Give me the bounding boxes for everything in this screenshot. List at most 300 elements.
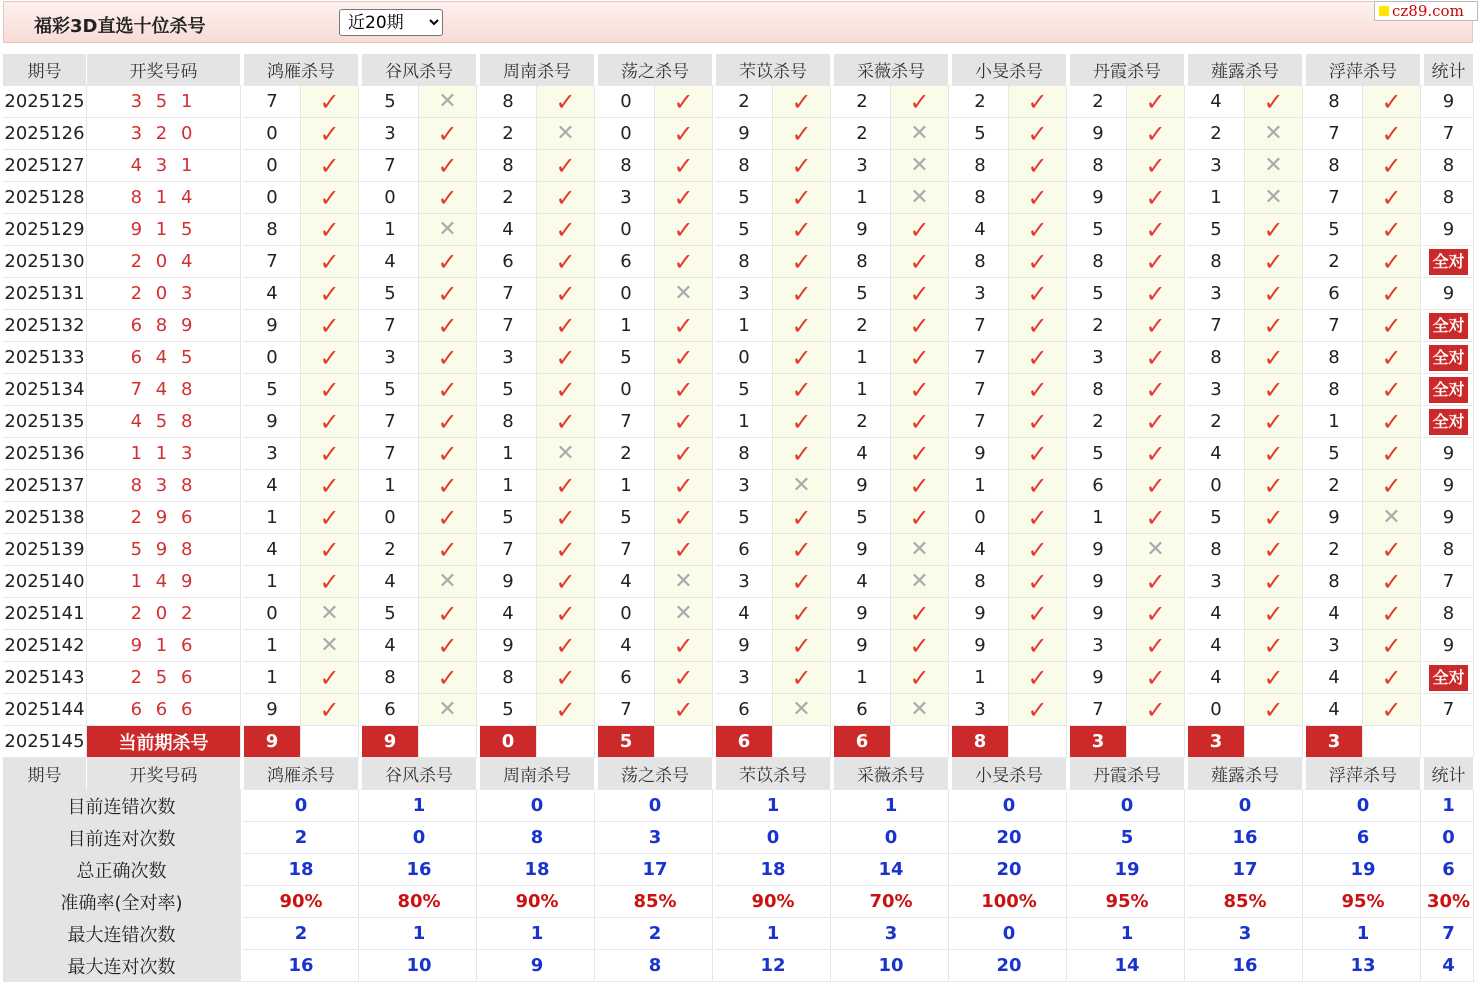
kill-number-cell: 8 <box>595 150 655 182</box>
issue-cell: 2025130 <box>3 246 87 278</box>
period-select[interactable] <box>339 9 443 36</box>
current-kill-number: 9 <box>359 726 419 758</box>
check-icon: ✓ <box>909 503 930 532</box>
current-stat-cell <box>1421 726 1474 758</box>
check-icon: ✓ <box>673 311 694 340</box>
kill-number-cell: 8 <box>1303 86 1363 118</box>
summary-value: 90% <box>713 886 831 918</box>
check-icon: ✓ <box>437 439 458 468</box>
result-mark-cell <box>891 438 949 470</box>
kill-number-cell: 3 <box>713 278 773 310</box>
result-mark-cell <box>891 342 949 374</box>
result-mark-cell <box>1363 182 1421 214</box>
stat-cell <box>1421 246 1474 278</box>
kill-number-cell: 4 <box>949 534 1009 566</box>
summary-value: 3 <box>595 822 713 854</box>
result-mark-cell <box>419 470 477 502</box>
kill-number-cell: 8 <box>1303 566 1363 598</box>
check-icon: ✓ <box>1145 503 1166 532</box>
kill-number-cell: 8 <box>1303 374 1363 406</box>
kill-number-cell: 9 <box>1067 118 1127 150</box>
header-expert: 谷风杀号 <box>359 54 477 86</box>
issue-cell: 2025126 <box>3 118 87 150</box>
win-number-cell: 1 1 3 <box>87 438 241 470</box>
summary-value: 20 <box>949 822 1067 854</box>
check-icon: ✓ <box>791 119 812 148</box>
check-icon: ✓ <box>791 599 812 628</box>
header-expert: 丹霞杀号 <box>1067 54 1185 86</box>
check-icon: ✓ <box>1263 535 1284 564</box>
result-mark-cell <box>1245 438 1303 470</box>
kill-number-cell: 5 <box>359 86 419 118</box>
result-mark-cell <box>301 246 359 278</box>
result-mark-cell <box>773 630 831 662</box>
cross-icon: ✕ <box>438 89 457 114</box>
current-issue-cell: 2025145 <box>3 726 87 758</box>
kill-number-cell: 1 <box>477 438 537 470</box>
cross-icon: ✕ <box>910 185 929 210</box>
table-row <box>3 534 1474 566</box>
kill-number-cell: 7 <box>477 278 537 310</box>
kill-number-cell: 1 <box>831 374 891 406</box>
result-mark-cell <box>891 278 949 310</box>
kill-number-cell: 6 <box>359 694 419 726</box>
check-icon: ✓ <box>1145 375 1166 404</box>
kill-number-cell: 0 <box>359 182 419 214</box>
kill-number-cell: 4 <box>241 278 301 310</box>
table-row <box>3 662 1474 694</box>
result-mark-cell <box>1245 310 1303 342</box>
check-icon: ✓ <box>555 631 576 660</box>
summary-value: 10 <box>831 950 949 982</box>
summary-stat: 7 <box>1421 918 1474 950</box>
check-icon: ✓ <box>1263 247 1284 276</box>
kill-number-cell: 1 <box>949 470 1009 502</box>
result-mark-cell <box>773 374 831 406</box>
cross-icon: ✕ <box>438 217 457 242</box>
header-expert: 荡之杀号 <box>595 54 713 86</box>
result-mark-cell <box>1009 278 1067 310</box>
kill-number-cell: 4 <box>477 214 537 246</box>
cross-icon: ✕ <box>556 121 575 146</box>
result-mark-cell <box>1245 662 1303 694</box>
kill-number-cell: 7 <box>1185 310 1245 342</box>
result-mark-cell <box>419 214 477 246</box>
cross-icon: ✕ <box>1146 537 1165 562</box>
check-icon: ✓ <box>555 151 576 180</box>
kill-number-cell: 8 <box>477 86 537 118</box>
result-mark-cell <box>537 502 595 534</box>
summary-value: 17 <box>1185 854 1303 886</box>
result-mark-cell <box>301 406 359 438</box>
result-mark-cell <box>537 150 595 182</box>
result-mark-cell <box>1009 438 1067 470</box>
check-icon: ✓ <box>1027 119 1048 148</box>
result-mark-cell <box>537 630 595 662</box>
check-icon: ✓ <box>791 439 812 468</box>
stat-cell: 7 <box>1421 566 1474 598</box>
kill-number-cell: 5 <box>1185 502 1245 534</box>
check-icon: ✓ <box>319 311 340 340</box>
summary-value: 3 <box>831 918 949 950</box>
check-icon: ✓ <box>555 599 576 628</box>
kill-number-cell: 2 <box>1303 534 1363 566</box>
stat-cell <box>1421 374 1474 406</box>
check-icon: ✓ <box>1381 567 1402 596</box>
kill-number-cell: 1 <box>1067 502 1127 534</box>
summary-value: 0 <box>949 790 1067 822</box>
kill-number-cell: 7 <box>1067 694 1127 726</box>
kill-number-cell: 6 <box>1303 278 1363 310</box>
kill-number-cell: 4 <box>713 598 773 630</box>
check-icon: ✓ <box>1381 247 1402 276</box>
kill-number-cell: 4 <box>1185 86 1245 118</box>
check-icon: ✓ <box>1145 567 1166 596</box>
stat-cell <box>1421 310 1474 342</box>
kill-number-cell: 1 <box>241 662 301 694</box>
table-row <box>3 310 1474 342</box>
table-row <box>3 406 1474 438</box>
cross-icon: ✕ <box>674 601 693 626</box>
win-number-cell: 8 1 4 <box>87 182 241 214</box>
issue-cell: 2025142 <box>3 630 87 662</box>
kill-number-cell: 4 <box>1185 630 1245 662</box>
summary-row <box>3 886 1474 918</box>
check-icon: ✓ <box>319 183 340 212</box>
result-mark-cell <box>655 502 713 534</box>
issue-cell: 2025139 <box>3 534 87 566</box>
kill-number-cell: 7 <box>477 534 537 566</box>
result-mark-cell <box>891 214 949 246</box>
summary-value: 17 <box>595 854 713 886</box>
all-correct-badge: 全对 <box>1429 409 1467 435</box>
table-row <box>3 342 1474 374</box>
check-icon: ✓ <box>1145 407 1166 436</box>
kill-number-cell: 1 <box>831 342 891 374</box>
summary-row <box>3 854 1474 886</box>
current-kill-number: 8 <box>949 726 1009 758</box>
result-mark-cell <box>537 662 595 694</box>
result-mark-cell <box>1127 374 1185 406</box>
kill-number-cell: 9 <box>1067 534 1127 566</box>
kill-number-cell: 5 <box>949 118 1009 150</box>
result-mark-cell <box>1363 438 1421 470</box>
result-mark-cell <box>537 534 595 566</box>
kill-number-cell: 5 <box>359 278 419 310</box>
kill-number-cell: 4 <box>595 630 655 662</box>
all-correct-badge: 全对 <box>1429 665 1467 691</box>
kill-number-cell: 4 <box>359 246 419 278</box>
result-mark-cell <box>419 150 477 182</box>
summary-stat: 1 <box>1421 790 1474 822</box>
summary-value: 90% <box>477 886 595 918</box>
result-mark-cell <box>537 374 595 406</box>
result-mark-cell <box>655 566 713 598</box>
summary-value: 12 <box>713 950 831 982</box>
check-icon: ✓ <box>1145 119 1166 148</box>
kill-number-cell: 4 <box>1185 662 1245 694</box>
check-icon: ✓ <box>555 311 576 340</box>
win-number-cell: 1 4 9 <box>87 566 241 598</box>
kill-number-cell: 3 <box>595 182 655 214</box>
summary-value: 20 <box>949 950 1067 982</box>
summary-value: 14 <box>831 854 949 886</box>
kill-number-cell: 9 <box>241 406 301 438</box>
result-mark-cell <box>301 310 359 342</box>
result-mark-cell <box>1245 566 1303 598</box>
kill-number-cell: 5 <box>1067 438 1127 470</box>
kill-number-cell: 3 <box>1185 566 1245 598</box>
cross-icon: ✕ <box>910 537 929 562</box>
cross-icon: ✕ <box>674 281 693 306</box>
check-icon: ✓ <box>1145 279 1166 308</box>
result-mark-cell <box>773 310 831 342</box>
current-kill-label: 当前期杀号 <box>87 726 241 758</box>
result-mark-cell <box>1009 598 1067 630</box>
result-mark-cell <box>419 182 477 214</box>
result-mark-cell <box>773 342 831 374</box>
result-mark-cell <box>773 246 831 278</box>
summary-value: 0 <box>831 822 949 854</box>
check-icon: ✓ <box>1145 695 1166 724</box>
result-mark-cell <box>655 246 713 278</box>
kill-number-cell: 3 <box>1185 278 1245 310</box>
check-icon: ✓ <box>791 343 812 372</box>
check-icon: ✓ <box>555 663 576 692</box>
result-mark-cell <box>419 566 477 598</box>
kill-number-cell: 9 <box>831 598 891 630</box>
check-icon: ✓ <box>1381 311 1402 340</box>
stat-cell <box>1421 342 1474 374</box>
stat-cell: 9 <box>1421 438 1474 470</box>
check-icon: ✓ <box>909 87 930 116</box>
result-mark-cell <box>419 310 477 342</box>
summary-value: 16 <box>1185 822 1303 854</box>
result-mark-cell <box>1009 374 1067 406</box>
check-icon: ✓ <box>555 471 576 500</box>
check-icon: ✓ <box>1381 119 1402 148</box>
check-icon: ✓ <box>791 215 812 244</box>
check-icon: ✓ <box>1263 695 1284 724</box>
issue-cell: 2025141 <box>3 598 87 630</box>
cross-icon: ✕ <box>792 697 811 722</box>
result-mark-cell <box>1245 182 1303 214</box>
kill-number-cell: 4 <box>1303 662 1363 694</box>
header-expert: 荡之杀号 <box>595 758 713 790</box>
kill-number-cell: 6 <box>595 662 655 694</box>
check-icon: ✓ <box>1027 599 1048 628</box>
result-mark-cell <box>1127 310 1185 342</box>
summary-value: 90% <box>241 886 359 918</box>
summary-value: 1 <box>359 918 477 950</box>
result-mark-cell <box>301 374 359 406</box>
check-icon: ✓ <box>791 311 812 340</box>
kill-number-cell: 8 <box>241 214 301 246</box>
check-icon: ✓ <box>319 503 340 532</box>
result-mark-cell <box>773 182 831 214</box>
result-mark-cell <box>655 182 713 214</box>
result-mark-cell <box>301 566 359 598</box>
check-icon: ✓ <box>673 343 694 372</box>
kill-number-cell: 8 <box>831 246 891 278</box>
result-mark-cell <box>1127 470 1185 502</box>
win-number-cell: 5 9 8 <box>87 534 241 566</box>
cross-icon: ✕ <box>320 633 339 658</box>
check-icon: ✓ <box>1027 471 1048 500</box>
result-mark-cell <box>1245 214 1303 246</box>
kill-number-cell: 9 <box>1067 598 1127 630</box>
cross-icon: ✕ <box>1382 505 1401 530</box>
current-kill-number: 3 <box>1067 726 1127 758</box>
stat-cell: 7 <box>1421 694 1474 726</box>
kill-number-cell: 5 <box>477 374 537 406</box>
result-mark-cell <box>1363 694 1421 726</box>
check-icon: ✓ <box>437 343 458 372</box>
summary-value: 5 <box>1067 822 1185 854</box>
result-mark-cell <box>1009 406 1067 438</box>
result-mark-cell <box>1127 118 1185 150</box>
site-brand[interactable] <box>1374 1 1478 21</box>
check-icon: ✓ <box>673 247 694 276</box>
result-mark-cell <box>1009 630 1067 662</box>
kill-number-cell: 7 <box>359 150 419 182</box>
result-mark-cell <box>891 630 949 662</box>
issue-cell: 2025140 <box>3 566 87 598</box>
current-empty-cell <box>301 726 359 758</box>
result-mark-cell <box>537 278 595 310</box>
kill-number-cell: 0 <box>595 598 655 630</box>
check-icon: ✓ <box>791 375 812 404</box>
result-mark-cell <box>891 374 949 406</box>
kill-number-cell: 7 <box>477 310 537 342</box>
kill-number-cell: 4 <box>831 438 891 470</box>
check-icon: ✓ <box>1263 599 1284 628</box>
check-icon: ✓ <box>1381 631 1402 660</box>
check-icon: ✓ <box>437 279 458 308</box>
current-issue-row <box>3 726 1474 758</box>
result-mark-cell <box>537 118 595 150</box>
check-icon: ✓ <box>555 87 576 116</box>
kill-number-cell: 3 <box>1185 150 1245 182</box>
summary-value: 95% <box>1067 886 1185 918</box>
check-icon: ✓ <box>1381 663 1402 692</box>
table-row <box>3 150 1474 182</box>
result-mark-cell <box>1363 534 1421 566</box>
check-icon: ✓ <box>791 87 812 116</box>
check-icon: ✓ <box>1027 631 1048 660</box>
check-icon: ✓ <box>1263 375 1284 404</box>
header-expert: 采薇杀号 <box>831 758 949 790</box>
kill-number-cell: 9 <box>949 630 1009 662</box>
kill-number-cell: 8 <box>949 246 1009 278</box>
win-number-cell: 8 3 8 <box>87 470 241 502</box>
check-icon: ✓ <box>1027 343 1048 372</box>
summary-value: 1 <box>1067 918 1185 950</box>
check-icon: ✓ <box>909 279 930 308</box>
kill-number-cell: 4 <box>1185 598 1245 630</box>
check-icon: ✓ <box>437 471 458 500</box>
kill-number-cell: 8 <box>713 438 773 470</box>
kill-number-cell: 4 <box>1185 438 1245 470</box>
result-mark-cell <box>891 150 949 182</box>
kill-number-cell: 9 <box>831 214 891 246</box>
issue-cell: 2025136 <box>3 438 87 470</box>
summary-value: 20 <box>949 854 1067 886</box>
result-mark-cell <box>419 662 477 694</box>
result-mark-cell <box>655 86 713 118</box>
check-icon: ✓ <box>1145 663 1166 692</box>
kill-number-cell: 2 <box>713 86 773 118</box>
check-icon: ✓ <box>909 343 930 372</box>
kill-number-cell: 2 <box>477 118 537 150</box>
cross-icon: ✕ <box>910 153 929 178</box>
kill-number-cell: 2 <box>1303 470 1363 502</box>
kill-number-cell: 3 <box>241 438 301 470</box>
check-icon: ✓ <box>909 663 930 692</box>
win-number-cell: 2 0 4 <box>87 246 241 278</box>
cross-icon: ✕ <box>1264 121 1283 146</box>
check-icon: ✓ <box>437 407 458 436</box>
kill-number-cell: 0 <box>1185 470 1245 502</box>
summary-label: 准确率(全对率) <box>3 886 241 918</box>
kill-number-cell: 3 <box>1185 374 1245 406</box>
summary-value: 0 <box>359 822 477 854</box>
current-kill-number: 6 <box>831 726 891 758</box>
kill-number-cell: 5 <box>595 502 655 534</box>
result-mark-cell <box>891 502 949 534</box>
check-icon: ✓ <box>437 631 458 660</box>
check-icon: ✓ <box>437 119 458 148</box>
kill-number-cell: 0 <box>241 182 301 214</box>
result-mark-cell <box>655 150 713 182</box>
check-icon: ✓ <box>1263 215 1284 244</box>
check-icon: ✓ <box>437 183 458 212</box>
result-mark-cell <box>1127 182 1185 214</box>
result-mark-cell <box>1245 150 1303 182</box>
summary-value: 1 <box>359 790 477 822</box>
check-icon: ✓ <box>555 695 576 724</box>
result-mark-cell <box>419 374 477 406</box>
win-number-cell: 2 9 6 <box>87 502 241 534</box>
win-number-cell: 6 6 6 <box>87 694 241 726</box>
summary-value: 2 <box>595 918 713 950</box>
current-kill-number: 3 <box>1303 726 1363 758</box>
result-mark-cell <box>655 598 713 630</box>
issue-cell: 2025125 <box>3 86 87 118</box>
check-icon: ✓ <box>319 695 340 724</box>
summary-value: 19 <box>1303 854 1421 886</box>
table-row <box>3 598 1474 630</box>
header-expert: 采薇杀号 <box>831 54 949 86</box>
kill-number-cell: 7 <box>241 86 301 118</box>
check-icon: ✓ <box>673 695 694 724</box>
result-mark-cell <box>1245 118 1303 150</box>
check-icon: ✓ <box>791 407 812 436</box>
kill-number-cell: 7 <box>949 406 1009 438</box>
kill-number-cell: 9 <box>949 598 1009 630</box>
kill-number-cell: 3 <box>831 150 891 182</box>
kill-number-cell: 4 <box>359 630 419 662</box>
kill-number-cell: 6 <box>595 246 655 278</box>
summary-value: 18 <box>477 854 595 886</box>
kill-number-cell: 9 <box>1303 502 1363 534</box>
kill-number-cell: 7 <box>595 694 655 726</box>
cross-icon: ✕ <box>910 121 929 146</box>
result-mark-cell <box>773 598 831 630</box>
result-mark-cell <box>1363 214 1421 246</box>
check-icon: ✓ <box>1381 471 1402 500</box>
brand-square-icon <box>1379 6 1389 16</box>
